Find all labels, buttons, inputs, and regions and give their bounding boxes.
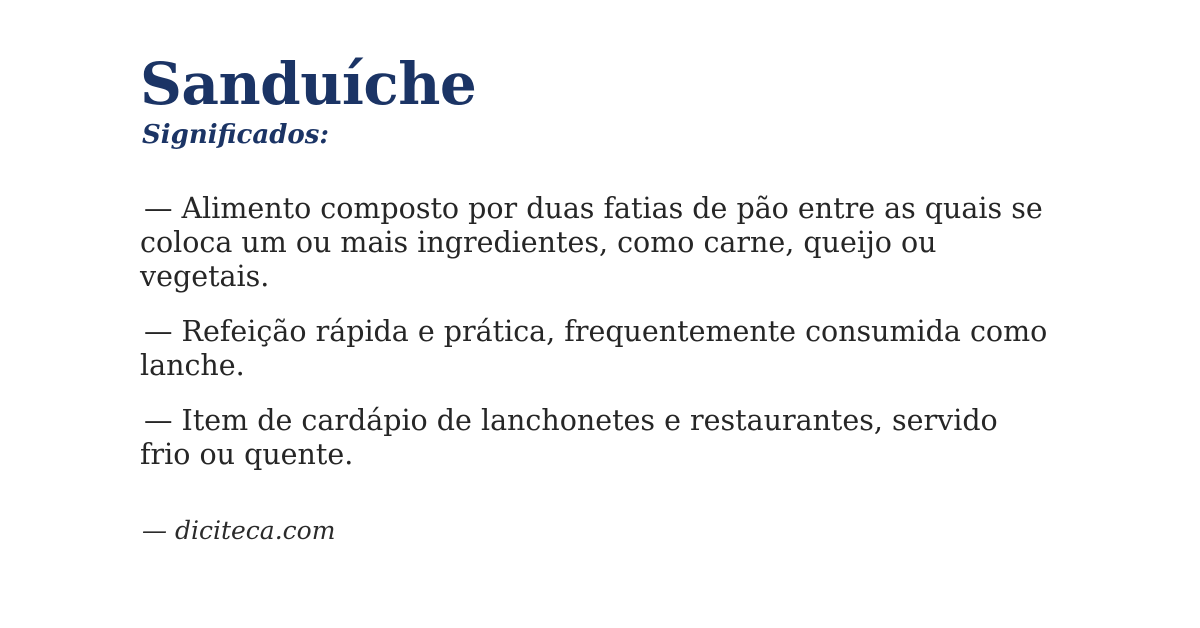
source-attribution: — diciteca.com xyxy=(142,515,336,545)
meanings-label: Significados: xyxy=(142,119,329,150)
definition-item: — Alimento composto por duas fatias de pão entre as quais se coloca um ou mais ingredientes, como carne, queijo ou vegetais. xyxy=(140,191,1043,293)
definition-item: — Refeição rápida e prática, frequentemente consumida como lanche. xyxy=(140,314,1048,382)
definitions-list xyxy=(140,192,1052,472)
word-title: Sanduíche xyxy=(140,50,477,118)
definition-item: — Item de cardápio de lanchonetes e restaurantes, servido frio ou quente. xyxy=(140,403,998,471)
